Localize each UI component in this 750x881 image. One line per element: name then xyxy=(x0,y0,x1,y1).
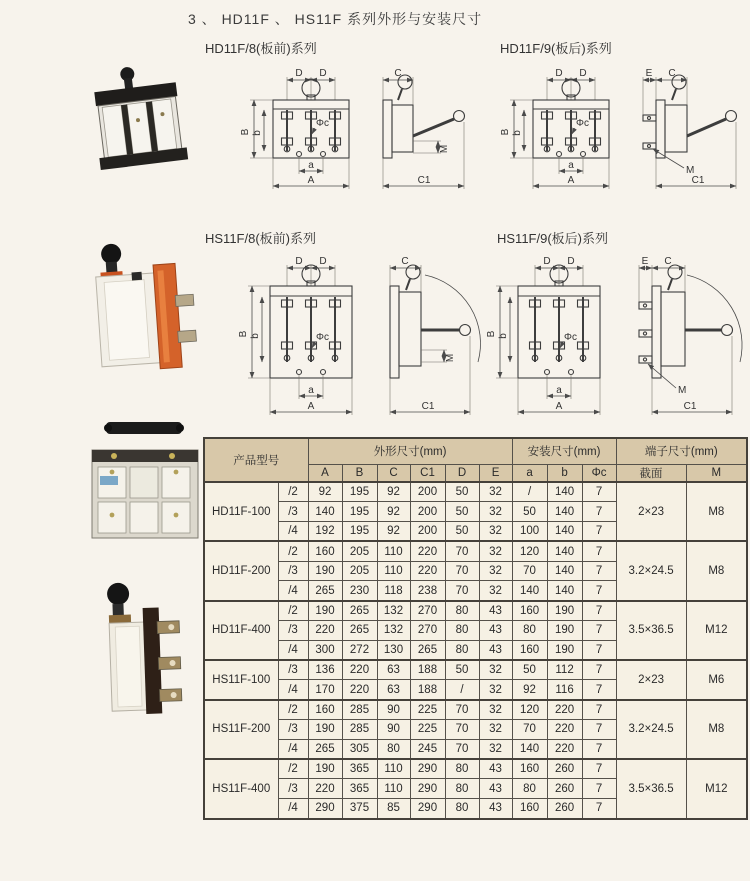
dim-label-a-outer: A xyxy=(555,401,563,412)
dim-label-b-inner: b xyxy=(250,333,261,339)
hs11f-8-dimension-drawing xyxy=(228,250,483,430)
value-cell: 7 xyxy=(582,700,616,720)
variant-cell: /2 xyxy=(278,482,308,502)
section-cell: 3.5×36.5 xyxy=(616,759,686,818)
value-cell: 7 xyxy=(582,680,616,700)
dim-label-m: M xyxy=(439,144,450,154)
dim-label-c1: C1 xyxy=(691,175,705,186)
pole-blades xyxy=(282,297,341,362)
dim-label-a-outer: A xyxy=(307,401,315,412)
spec-table xyxy=(203,437,748,820)
col-header-M: M xyxy=(686,464,747,482)
value-cell: 70 xyxy=(445,720,479,740)
value-cell: 43 xyxy=(479,779,512,799)
value-cell: 92 xyxy=(308,482,342,502)
value-cell: 110 xyxy=(377,779,410,799)
thread-cell: M6 xyxy=(686,660,747,700)
switch-handle-knob xyxy=(100,243,121,264)
model-cell: HD11F-400 xyxy=(204,601,278,660)
value-cell: 43 xyxy=(479,759,512,779)
variant-cell: /4 xyxy=(278,680,308,700)
dim-label-c: C xyxy=(394,68,402,79)
dim-label-b-inner: b xyxy=(252,130,263,136)
variant-cell: /4 xyxy=(278,581,308,601)
switch-handle-knob xyxy=(107,583,130,606)
value-cell: 220 xyxy=(547,700,582,720)
dim-label-phi-c: Φc xyxy=(564,332,577,343)
dim-label-m: M xyxy=(445,353,456,363)
value-cell: 7 xyxy=(582,739,616,759)
value-cell: 92 xyxy=(377,502,410,522)
value-cell: 190 xyxy=(547,621,582,641)
value-cell: 7 xyxy=(582,640,616,660)
section-label-hs11f-8: HS11F/8(板前)系列 xyxy=(205,231,316,246)
value-cell: 80 xyxy=(445,621,479,641)
value-cell: 32 xyxy=(479,720,512,740)
value-cell: 190 xyxy=(308,720,342,740)
value-cell: 225 xyxy=(410,700,445,720)
section-label-hs11f-9: HS11F/9(板后)系列 xyxy=(497,231,608,246)
value-cell: 32 xyxy=(479,522,512,542)
value-cell: 220 xyxy=(410,561,445,581)
dim-label-d: D xyxy=(295,256,303,267)
switch-crossbar-handle xyxy=(106,422,182,434)
value-cell: 190 xyxy=(547,601,582,621)
dim-label-d: D xyxy=(295,68,303,79)
thread-cell: M12 xyxy=(686,759,747,818)
value-cell: 290 xyxy=(410,799,445,819)
value-cell: 92 xyxy=(377,522,410,542)
value-cell: 195 xyxy=(342,522,377,542)
value-cell: 160 xyxy=(512,601,547,621)
dim-label-b-outer: B xyxy=(238,330,249,338)
model-cell: HD11F-100 xyxy=(204,482,278,541)
dim-label-m: M xyxy=(686,165,695,176)
value-cell: 50 xyxy=(445,502,479,522)
col-header-A: A xyxy=(308,464,342,482)
value-cell: 220 xyxy=(410,541,445,561)
value-cell: 190 xyxy=(308,759,342,779)
value-cell: 230 xyxy=(342,581,377,601)
hs11f-switch-side-photo xyxy=(86,578,204,720)
col-header-B: B xyxy=(342,464,377,482)
value-cell: 195 xyxy=(342,482,377,502)
value-cell: 265 xyxy=(308,739,342,759)
dim-label-d: D xyxy=(567,256,575,267)
value-cell: 188 xyxy=(410,660,445,680)
hd11f-switch-angled-photo xyxy=(80,60,198,178)
col-header-a: a xyxy=(512,464,547,482)
col-header-b: b xyxy=(547,464,582,482)
value-cell: 375 xyxy=(342,799,377,819)
value-cell: 85 xyxy=(377,799,410,819)
value-cell: 132 xyxy=(377,621,410,641)
pole-blades xyxy=(530,297,589,362)
variant-cell: /2 xyxy=(278,759,308,779)
value-cell: 80 xyxy=(512,779,547,799)
value-cell: 92 xyxy=(377,482,410,502)
dim-label-c1: C1 xyxy=(683,401,697,412)
variant-cell: /4 xyxy=(278,522,308,542)
table-row xyxy=(204,601,747,621)
handle-swing-arc xyxy=(425,275,480,362)
col-group-outline-dims: 外形尺寸(mm) xyxy=(308,438,512,464)
value-cell: 32 xyxy=(479,482,512,502)
dim-label-phi-c: Φc xyxy=(316,332,329,343)
value-cell: 265 xyxy=(342,621,377,641)
value-cell: 110 xyxy=(377,541,410,561)
value-cell: 140 xyxy=(547,522,582,542)
dim-label-d: D xyxy=(543,256,551,267)
value-cell: 112 xyxy=(547,660,582,680)
value-cell: 32 xyxy=(479,660,512,680)
table-row xyxy=(204,541,747,561)
value-cell: 32 xyxy=(479,680,512,700)
value-cell: 265 xyxy=(308,581,342,601)
dim-label-a-inner: a xyxy=(308,160,314,171)
dim-label-b-inner: b xyxy=(498,333,509,339)
value-cell: 120 xyxy=(512,541,547,561)
variant-cell: /2 xyxy=(278,541,308,561)
value-cell: 200 xyxy=(410,482,445,502)
dim-label-c1: C1 xyxy=(421,401,435,412)
value-cell: 238 xyxy=(410,581,445,601)
model-cell: HS11F-200 xyxy=(204,700,278,759)
value-cell: 205 xyxy=(342,561,377,581)
dim-label-c: C xyxy=(401,256,409,267)
value-cell: 7 xyxy=(582,581,616,601)
value-cell: 32 xyxy=(479,502,512,522)
value-cell: 190 xyxy=(547,640,582,660)
dim-label-d: D xyxy=(319,68,327,79)
spec-table-body xyxy=(204,482,747,819)
value-cell: 80 xyxy=(512,621,547,641)
thread-cell: M8 xyxy=(686,700,747,759)
value-cell: 140 xyxy=(512,581,547,601)
value-cell: 132 xyxy=(377,601,410,621)
value-cell: 285 xyxy=(342,720,377,740)
dim-label-c1: C1 xyxy=(417,175,431,186)
value-cell: 245 xyxy=(410,739,445,759)
value-cell: 43 xyxy=(479,640,512,660)
value-cell: 70 xyxy=(445,581,479,601)
section-cell: 2×23 xyxy=(616,482,686,541)
value-cell: 50 xyxy=(445,522,479,542)
value-cell: 32 xyxy=(479,561,512,581)
value-cell: 170 xyxy=(308,680,342,700)
value-cell: 50 xyxy=(445,660,479,680)
value-cell: 70 xyxy=(445,541,479,561)
value-cell: 140 xyxy=(308,502,342,522)
value-cell: 7 xyxy=(582,601,616,621)
value-cell: 50 xyxy=(445,482,479,502)
value-cell: 118 xyxy=(377,581,410,601)
value-cell: 7 xyxy=(582,502,616,522)
value-cell: 32 xyxy=(479,700,512,720)
col-header-C1: C1 xyxy=(410,464,445,482)
variant-cell: /4 xyxy=(278,799,308,819)
value-cell: 7 xyxy=(582,621,616,641)
value-cell: 160 xyxy=(308,541,342,561)
dim-label-a-outer: A xyxy=(307,175,315,186)
table-row xyxy=(204,759,747,779)
value-cell: 80 xyxy=(377,739,410,759)
value-cell: 270 xyxy=(410,601,445,621)
value-cell: 265 xyxy=(342,601,377,621)
model-cell: HD11F-200 xyxy=(204,541,278,600)
value-cell: 290 xyxy=(308,799,342,819)
value-cell: 130 xyxy=(377,640,410,660)
value-cell: 70 xyxy=(445,739,479,759)
variant-cell: /3 xyxy=(278,660,308,680)
dim-label-a-inner: a xyxy=(556,385,562,396)
value-cell: 90 xyxy=(377,720,410,740)
hd11f-9-dimension-drawing xyxy=(488,58,746,206)
value-cell: 43 xyxy=(479,621,512,641)
hs11f-switch-orange-cover-photo xyxy=(76,238,204,380)
value-cell: 220 xyxy=(547,739,582,759)
section-label-hd11f-8: HD11F/8(板前)系列 xyxy=(205,41,317,56)
dim-label-b-inner: b xyxy=(512,130,523,136)
value-cell: 290 xyxy=(410,779,445,799)
thread-cell: M8 xyxy=(686,482,747,541)
value-cell: 140 xyxy=(547,561,582,581)
col-header-E: E xyxy=(479,464,512,482)
value-cell: 100 xyxy=(512,522,547,542)
value-cell: 220 xyxy=(342,680,377,700)
variant-cell: /3 xyxy=(278,779,308,799)
dim-label-phi-c: Φc xyxy=(316,118,329,129)
value-cell: 80 xyxy=(445,779,479,799)
col-header-D: D xyxy=(445,464,479,482)
value-cell: 32 xyxy=(479,541,512,561)
value-cell: 110 xyxy=(377,561,410,581)
value-cell: 190 xyxy=(308,601,342,621)
table-row xyxy=(204,700,747,720)
table-row xyxy=(204,660,747,680)
col-group-mount-dims: 安装尺寸(mm) xyxy=(512,438,616,464)
value-cell: 32 xyxy=(479,581,512,601)
dim-label-e: E xyxy=(641,256,649,267)
table-row xyxy=(204,482,747,502)
variant-cell: /3 xyxy=(278,561,308,581)
value-cell: 300 xyxy=(308,640,342,660)
value-cell: 220 xyxy=(308,621,342,641)
dim-label-c: C xyxy=(664,256,672,267)
value-cell: 50 xyxy=(512,660,547,680)
col-group-terminal-dims: 端子尺寸(mm) xyxy=(616,438,747,464)
thread-cell: M8 xyxy=(686,541,747,600)
value-cell: 90 xyxy=(377,700,410,720)
value-cell: 160 xyxy=(512,759,547,779)
col-header-C: C xyxy=(377,464,410,482)
section-cell: 3.5×36.5 xyxy=(616,601,686,660)
dim-label-m: M xyxy=(678,385,687,396)
value-cell: 70 xyxy=(512,720,547,740)
value-cell: 140 xyxy=(512,739,547,759)
value-cell: 7 xyxy=(582,759,616,779)
hd11f-8-dimension-drawing xyxy=(228,58,480,206)
value-cell: 140 xyxy=(547,482,582,502)
handle-swing-arc xyxy=(687,275,742,362)
value-cell: 92 xyxy=(512,680,547,700)
pole-blades xyxy=(542,110,601,152)
value-cell: 70 xyxy=(445,561,479,581)
value-cell: 200 xyxy=(410,502,445,522)
col-header-phi-c: Φc xyxy=(582,464,616,482)
value-cell: 43 xyxy=(479,601,512,621)
value-cell: 50 xyxy=(512,502,547,522)
value-cell: 220 xyxy=(308,779,342,799)
section-cell: 3.2×24.5 xyxy=(616,700,686,759)
value-cell: 205 xyxy=(342,541,377,561)
value-cell: 160 xyxy=(512,799,547,819)
dim-label-d: D xyxy=(579,68,587,79)
value-cell: 120 xyxy=(512,700,547,720)
value-cell: 260 xyxy=(547,799,582,819)
value-cell: 272 xyxy=(342,640,377,660)
value-cell: 63 xyxy=(377,660,410,680)
variant-cell: /4 xyxy=(278,739,308,759)
value-cell: 220 xyxy=(547,720,582,740)
section-label-hd11f-9: HD11F/9(板后)系列 xyxy=(500,41,612,56)
value-cell: 110 xyxy=(377,759,410,779)
value-cell: 188 xyxy=(410,680,445,700)
value-cell: 7 xyxy=(582,482,616,502)
value-cell: 305 xyxy=(342,739,377,759)
pole-blades xyxy=(282,110,341,152)
value-cell: 7 xyxy=(582,541,616,561)
value-cell: 43 xyxy=(479,799,512,819)
section-cell: 2×23 xyxy=(616,660,686,700)
dim-label-a-inner: a xyxy=(568,160,574,171)
dim-label-a-outer: A xyxy=(567,175,575,186)
value-cell: 7 xyxy=(582,779,616,799)
value-cell: 365 xyxy=(342,759,377,779)
section-cell: 3.2×24.5 xyxy=(616,541,686,600)
value-cell: 63 xyxy=(377,680,410,700)
value-cell: 140 xyxy=(547,502,582,522)
value-cell: 260 xyxy=(547,759,582,779)
value-cell: 7 xyxy=(582,522,616,542)
dim-label-b-outer: B xyxy=(240,128,251,136)
value-cell: 140 xyxy=(547,581,582,601)
dim-label-c: C xyxy=(668,68,676,79)
dim-label-e: E xyxy=(645,68,653,79)
dim-label-d: D xyxy=(555,68,563,79)
variant-cell: /3 xyxy=(278,621,308,641)
value-cell: 225 xyxy=(410,720,445,740)
value-cell: 160 xyxy=(308,700,342,720)
value-cell: 200 xyxy=(410,522,445,542)
page-title: 3 、 HD11F 、 HS11F 系列外形与安装尺寸 xyxy=(188,11,483,27)
value-cell: 70 xyxy=(512,561,547,581)
value-cell: 7 xyxy=(582,720,616,740)
value-cell: 290 xyxy=(410,759,445,779)
value-cell: 7 xyxy=(582,799,616,819)
variant-cell: /2 xyxy=(278,700,308,720)
dim-label-b-outer: B xyxy=(500,128,511,136)
value-cell: 270 xyxy=(410,621,445,641)
value-cell: 192 xyxy=(308,522,342,542)
value-cell: 32 xyxy=(479,739,512,759)
value-cell: / xyxy=(512,482,547,502)
value-cell: 285 xyxy=(342,700,377,720)
variant-cell: /3 xyxy=(278,502,308,522)
hs11f-9-dimension-drawing xyxy=(476,250,746,430)
model-cell: HS11F-400 xyxy=(204,759,278,818)
value-cell: 80 xyxy=(445,640,479,660)
hd11f-switch-front-photo xyxy=(84,414,206,546)
variant-cell: /3 xyxy=(278,720,308,740)
value-cell: 80 xyxy=(445,799,479,819)
model-cell: HS11F-100 xyxy=(204,660,278,700)
value-cell: 70 xyxy=(445,700,479,720)
thread-cell: M12 xyxy=(686,601,747,660)
value-cell: 190 xyxy=(308,561,342,581)
value-cell: 160 xyxy=(512,640,547,660)
variant-cell: /4 xyxy=(278,640,308,660)
value-cell: 365 xyxy=(342,779,377,799)
value-cell: / xyxy=(445,680,479,700)
variant-cell: /2 xyxy=(278,601,308,621)
value-cell: 7 xyxy=(582,561,616,581)
dim-label-d: D xyxy=(319,256,327,267)
value-cell: 265 xyxy=(410,640,445,660)
col-header-product-model: 产品型号 xyxy=(204,438,308,482)
value-cell: 7 xyxy=(582,660,616,680)
value-cell: 140 xyxy=(547,541,582,561)
value-cell: 260 xyxy=(547,779,582,799)
value-cell: 80 xyxy=(445,601,479,621)
value-cell: 136 xyxy=(308,660,342,680)
value-cell: 195 xyxy=(342,502,377,522)
dim-label-phi-c: Φc xyxy=(576,118,589,129)
dim-label-b-outer: B xyxy=(486,330,497,338)
dim-label-a-inner: a xyxy=(308,385,314,396)
value-cell: 80 xyxy=(445,759,479,779)
col-header-section: 截面 xyxy=(616,464,686,482)
value-cell: 116 xyxy=(547,680,582,700)
value-cell: 220 xyxy=(342,660,377,680)
